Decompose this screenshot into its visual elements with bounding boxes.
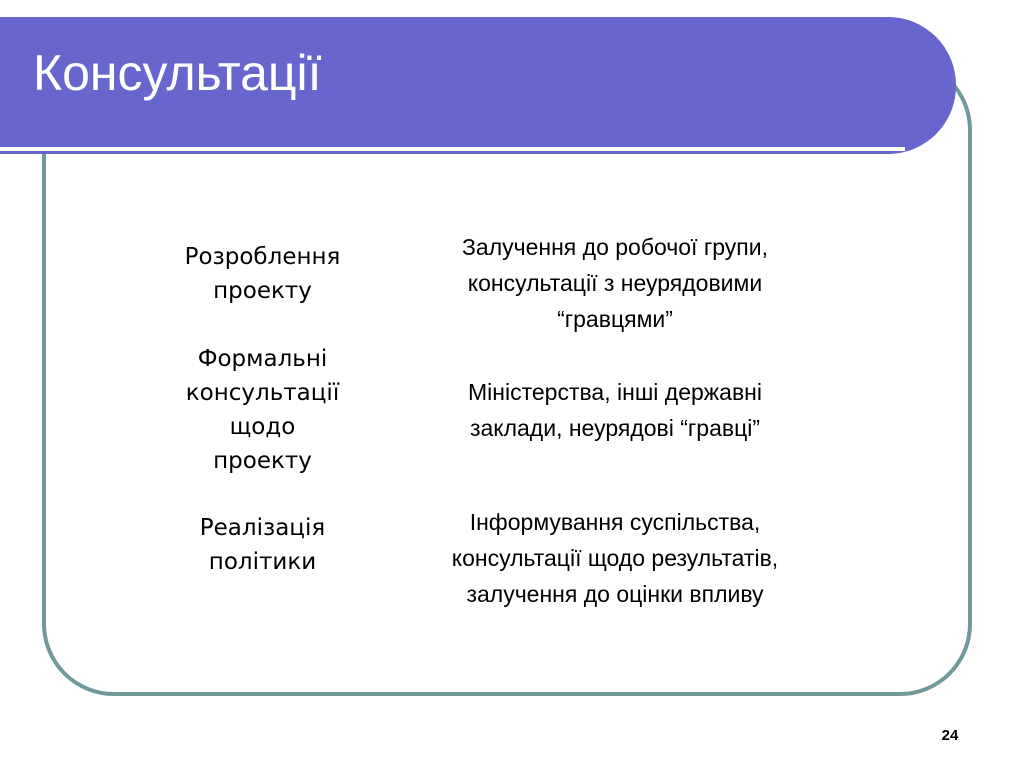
description-formal-consultations (400, 374, 830, 446)
description-line: Залучення до робочої групи, (462, 234, 768, 260)
stage-drafting (150, 240, 375, 308)
stage-line: політики (208, 549, 317, 575)
description-line: Інформування суспільства, (469, 509, 761, 535)
stage-line: консультації (185, 380, 340, 406)
stage-line: Формальні (197, 346, 328, 372)
description-line: консультації щодо результатів, (451, 545, 779, 571)
stage-line: проекту (213, 448, 312, 474)
stage-implementation (150, 511, 375, 579)
stage-line: Розроблення (184, 244, 341, 270)
description-line: Міністерства, інші державні (468, 379, 762, 405)
stage-line: проекту (213, 278, 312, 304)
slide-title: Консультації (33, 45, 322, 101)
stage-line: щодо (229, 414, 296, 440)
description-line: заклади, неурядові “гравці” (469, 415, 761, 441)
description-line: “гравцями” (557, 306, 673, 332)
page-number: 24 (941, 727, 959, 744)
description-line: консультації з неурядовими (467, 270, 763, 296)
stage-formal-consultations (150, 342, 375, 478)
stage-line: Реалізація (199, 515, 326, 541)
description-line: залучення до оцінки впливу (466, 581, 764, 607)
title-underline (0, 147, 905, 151)
description-drafting (400, 229, 830, 337)
description-implementation (400, 504, 830, 612)
